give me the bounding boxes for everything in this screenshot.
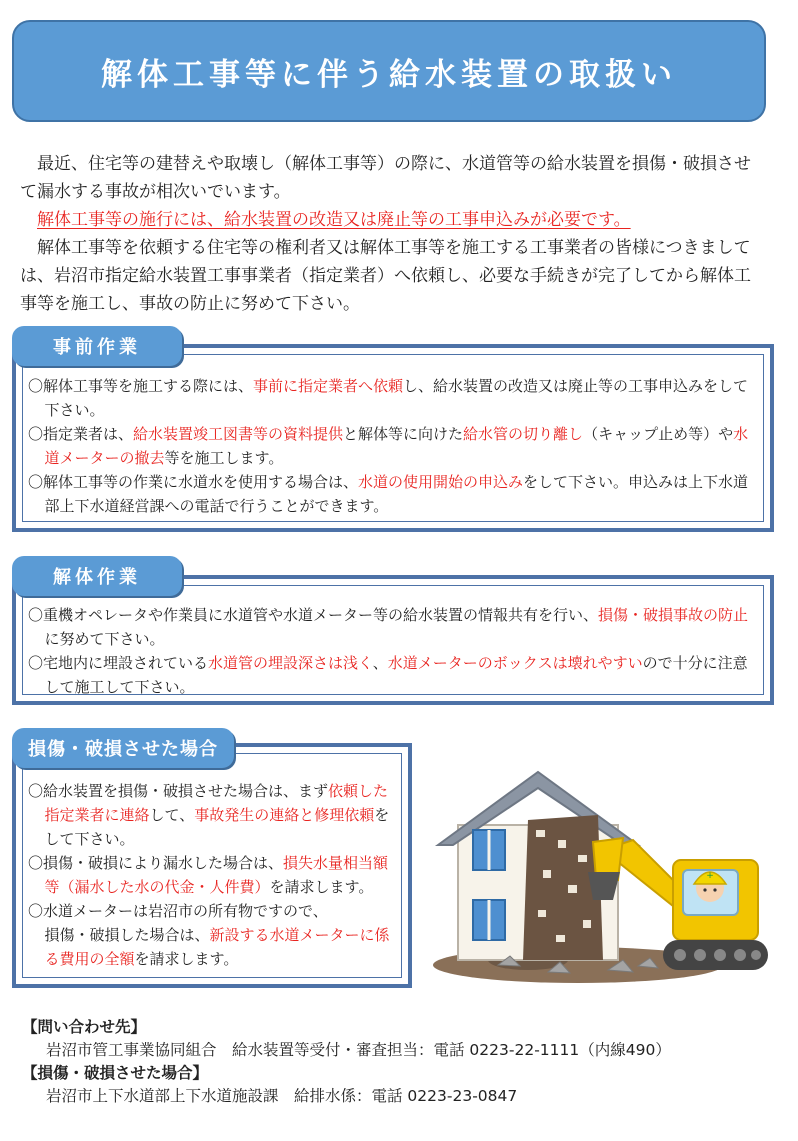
- list-item: 〇損傷・破損により漏水した場合は、損失水量相当額等（漏水した水の代金・人件費）を請求します。: [28, 854, 389, 896]
- list-item: 〇水道メーターは岩沼市の所有物ですので、 損傷・破損した場合は、新設する水道メーターに係る費用の全額を請求します。: [28, 902, 390, 968]
- contact-heading-damage: 【損傷・破損させた場合】: [22, 1064, 209, 1082]
- intro-paragraph-2: [20, 206, 762, 234]
- section-damage-tab: 損傷・破損させた場合: [12, 728, 234, 768]
- list-item: 〇解体工事等を施工する際には、事前に指定業者へ依頼し、給水装置の改造又は廃止等の工事申込みをして下さい。: [28, 377, 749, 419]
- contact-inquiry-detail: 岩沼市管工事業協同組合 給水装置等受付・審査担当：電話 0223-22-1111（内線490）: [46, 1041, 671, 1059]
- intro-paragraph-1: 最近、住宅等の建替えや取壊し（解体工事等）の際に、水道管等の給水装置を損傷・破損させて漏水する事故が相次いでいます。: [20, 154, 751, 202]
- title-banner: [12, 20, 766, 122]
- list-item: 〇給水装置を損傷・破損させた場合は、まず依頼した指定業者に連絡して、事故発生の連絡と修理依頼をして下さい。: [28, 782, 390, 848]
- section-prework-tab: 事前作業: [12, 326, 182, 366]
- contact-heading-inquiry: 【問い合わせ先】: [22, 1018, 147, 1036]
- list-item: 〇解体工事等の作業に水道水を使用する場合は、水道の使用開始の申込みをして下さい。申込みは上下水道部上下水道経営課への電話で行うことができます。: [28, 473, 749, 515]
- list-item: 〇重機オペレータや作業員に水道管や水道メーター等の給水装置の情報共有を行い、損傷・破損事故の防止に努めて下さい。: [28, 606, 749, 648]
- svg-text:+: +: [706, 871, 714, 881]
- contact-damage-detail: 岩沼市上下水道部上下水道施設課 給排水係：電話 0223-23-0847: [46, 1087, 518, 1105]
- section-damage-items: [28, 779, 398, 971]
- section-demolition-tab: 解体作業: [12, 556, 182, 596]
- list-item: 〇指定業者は、給水装置竣工図書等の資料提供と解体等に向けた給水管の切り離し（キャップ止め等）や水道メーターの撤去等を施工します。: [28, 425, 749, 467]
- section-prework-items: [28, 374, 758, 518]
- section-demolition-items: [28, 603, 758, 699]
- house-demolition-excavator-illustration: [428, 760, 778, 1000]
- contact-info: [22, 1016, 782, 1108]
- intro-warning: 解体工事等の施行には、給水装置の改造又は廃止等の工事申込みが必要です。: [37, 210, 631, 230]
- page-title: 解体工事等に伴う給水装置の取扱い: [101, 56, 677, 93]
- list-item: 〇宅地内に埋設されている水道管の埋設深さは浅く、水道メーターのボックスは壊れやすいので十分に注意して施工して下さい。: [28, 654, 748, 696]
- intro-paragraph-3: 解体工事等を依頼する住宅等の権利者又は解体工事等を施工する工事業者の皆様につきましては、岩沼市指定給水装置工事事業者（指定業者）へ依頼し、必要な手続きが完了してから解体工事等を施工し、事故の防止に努めて下さい。: [20, 238, 751, 314]
- intro-text: [20, 150, 762, 318]
